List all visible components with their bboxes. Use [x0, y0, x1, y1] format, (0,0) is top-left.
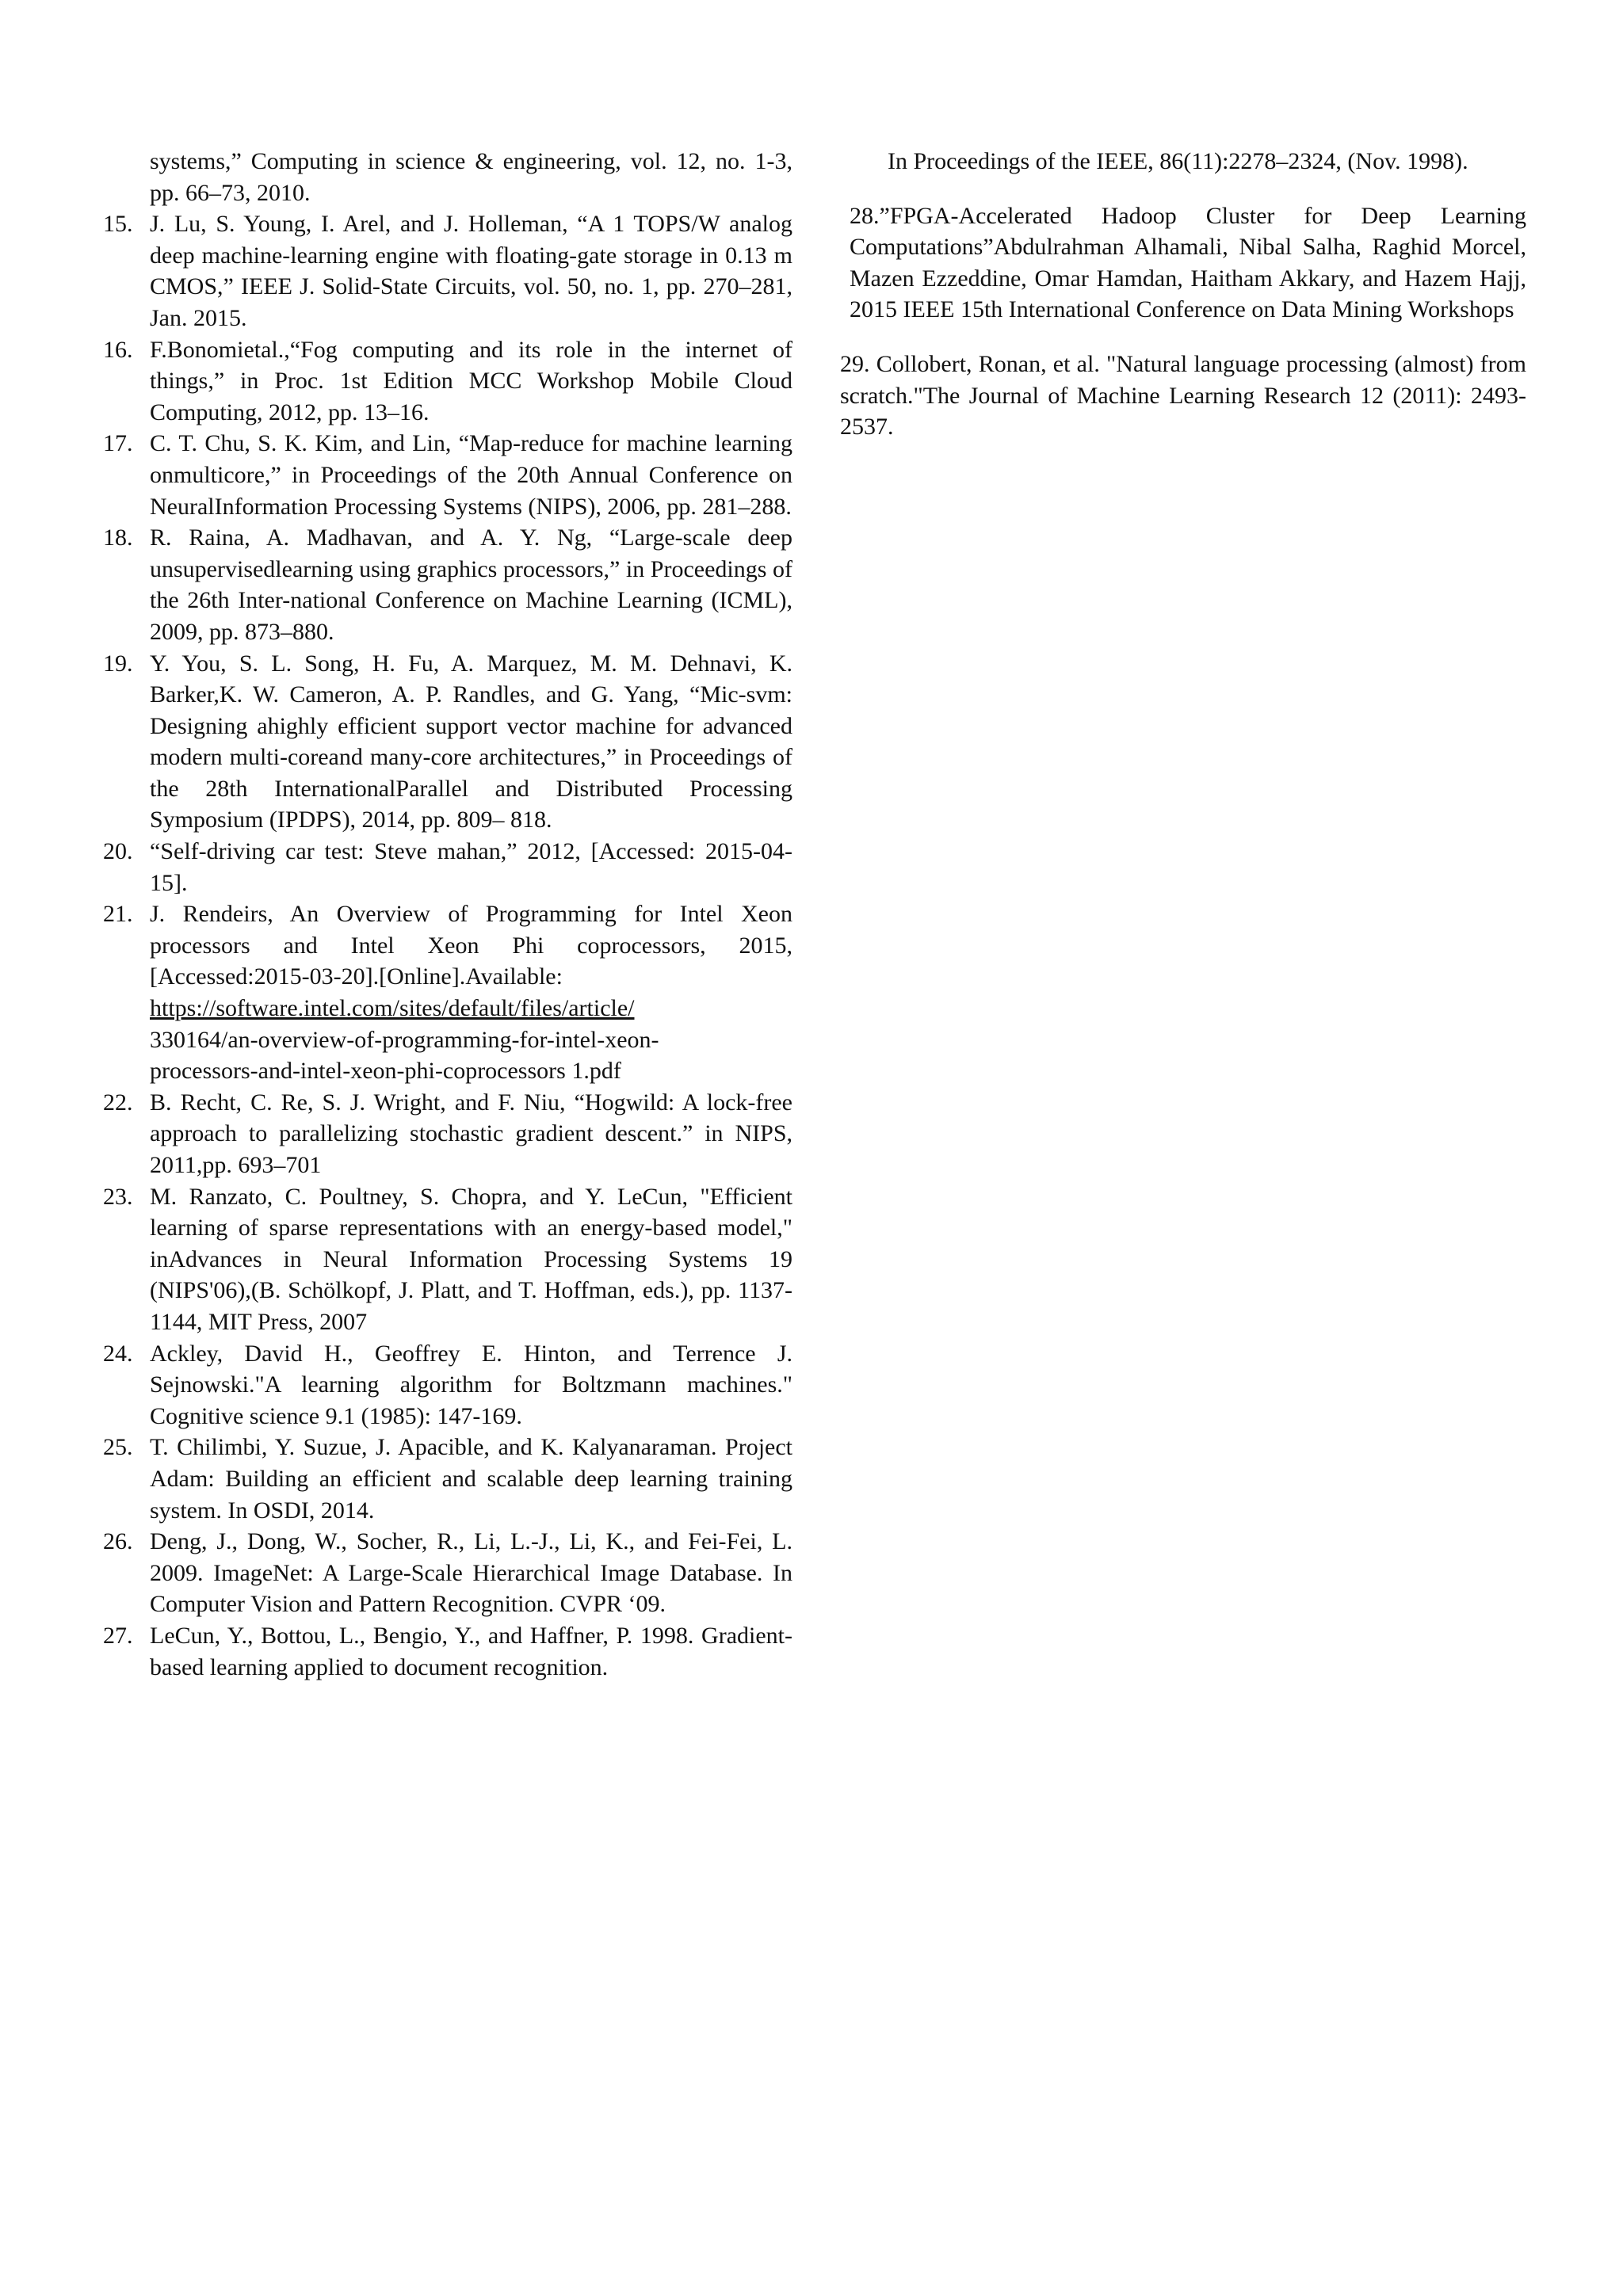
reference-14-continuation: systems,” Computing in science & engineering, vol. 12, no. 1-3, pp. 66–73, 2010.: [150, 148, 792, 206]
reference-text: T. Chilimbi, Y. Suzue, J. Apacible, and K. Kalyanaraman. Project Adam: Building an efficient and scalable deep learning training system. In OSDI, 2014.: [150, 1434, 792, 1524]
reference-text: J. Lu, S. Young, I. Arel, and J. Holleman, “A 1 TOPS/W analog deep machine-learning engine with floating-gate storage in 0.13 m CMOS,” IEEE J. Solid-State Circuits, vol. 50, no. 1, pp. 270–281, Jan. 2015.: [150, 211, 792, 331]
reference-text: “Self-driving car test: Steve mahan,” 2012, [Accessed: 2015-04-15].: [150, 838, 792, 896]
reference-number: 17.: [103, 430, 133, 457]
reference-url-link[interactable]: https://software.intel.com/sites/default/files/article/: [150, 995, 635, 1022]
reference-text: R. Raina, A. Madhavan, and A. Y. Ng, “Large-scale deep unsupervisedlearning using graphics processors,” in Proceedings of the 26th Inter-national Conference on Machine Learning (ICML), 2009, pp. 873–880.: [150, 524, 792, 645]
reference-21: [103, 898, 792, 1087]
reference-19: [103, 648, 792, 837]
reference-text: Ackley, David H., Geoffrey E. Hinton, and Terrence J. Sejnowski."A learning algorithm for Boltzmann machines." Cognitive science 9.1 (1985): 147-169.: [150, 1340, 792, 1429]
reference-number: 15.: [103, 211, 133, 238]
reference-text: M. Ranzato, C. Poultney, S. Chopra, and Y. LeCun, "Efficient learning of sparse representations with an energy-based model," inAdvances in Neural Information Processing Systems 19 (NIPS'06),(B. Schölkopf, J. Platt, and T. Hoffman, eds.), pp. 1137-1144, MIT Press, 2007: [150, 1183, 792, 1335]
reference-27: [103, 1620, 792, 1683]
reference-text: C. T. Chu, S. K. Kim, and Lin, “Map-reduce for machine learning onmulticore,” in Proceedings of the 20th Annual Conference on NeuralInformation Processing Systems (NIPS), 2006, pp. 281–288.: [150, 430, 792, 520]
reference-25: [103, 1432, 792, 1526]
reference-24: [103, 1338, 792, 1432]
reference-text: [150, 898, 792, 1087]
reference-16: [103, 334, 792, 429]
reference-20: [103, 836, 792, 898]
reference-29: 29. Collobert, Ronan, et al. "Natural language processing (almost) from scratch."The Journal of Machine Learning Research 12 (2011): 2493- 2537.: [840, 350, 1526, 441]
reference-text: F.Bonomietal.,“Fog computing and its role in the internet of things,” in Proc. 1st Edition MCC Workshop Mobile Cloud Computing, 2012, pp. 13–16.: [150, 336, 792, 425]
reference-number: 20.: [103, 838, 133, 865]
reference-number: 25.: [103, 1434, 133, 1461]
reference-number: 23.: [103, 1183, 133, 1210]
references-left-column: [103, 146, 792, 1683]
reference-number: 22.: [103, 1089, 133, 1116]
reference-28: 28.”FPGA-Accelerated Hadoop Cluster for Deep Learning Computations”Abdulrahman Alhamali, Nibal Salha, Raghid Morcel, Mazen Ezzeddine, Omar Hamdan, Haitham Akkary, and Hazem Hajj, 2015 IEEE 15th International Conference on Data Mining Workshops: [850, 202, 1526, 323]
reference-27-continuation: In Proceedings of the IEEE, 86(11):2278–2324, (Nov. 1998).: [888, 148, 1468, 174]
reference-text-line: 330164/an-overview-of-programming-for-intel-xeon-: [150, 1026, 659, 1053]
reference-22: [103, 1087, 792, 1181]
reference-text-line: J. Rendeirs, An Overview of Programming for Intel Xeon processors and Intel Xeon Phi coprocessors, 2015, [Accessed:2015-03-20].[Online].Available:: [150, 901, 792, 990]
reference-18: [103, 522, 792, 647]
reference-number: 19.: [103, 650, 133, 677]
reference-26: [103, 1526, 792, 1620]
reference-text: Y. You, S. L. Song, H. Fu, A. Marquez, M. M. Dehnavi, K. Barker,K. W. Cameron, A. P. Randles, and G. Yang, “Mic-svm: Designing ahighly efficient support vector machine for advanced modern multi-coreand many-core architectures,” in Proceedings of the 28th InternationalParallel and Distributed Processing Symposium (IPDPS), 2014, pp. 809– 818.: [150, 650, 792, 833]
references-right-column: [840, 146, 1526, 443]
reference-number: 27.: [103, 1622, 133, 1649]
reference-23: [103, 1181, 792, 1338]
reference-text: Deng, J., Dong, W., Socher, R., Li, L.-J., Li, K., and Fei-Fei, L. 2009. ImageNet: A Large-Scale Hierarchical Image Database. In Computer Vision and Pattern Recognition. CVPR ‘09.: [150, 1528, 792, 1618]
reference-number: 26.: [103, 1528, 133, 1555]
reference-15: [103, 208, 792, 334]
reference-text: B. Recht, C. Re, S. J. Wright, and F. Niu, “Hogwild: A lock-free approach to parallelizing stochastic gradient descent.” in NIPS, 2011,pp. 693–701: [150, 1089, 792, 1178]
reference-number: 18.: [103, 524, 133, 551]
reference-text: LeCun, Y., Bottou, L., Bengio, Y., and Haffner, P. 1998. Gradient-based learning applied to document recognition.: [150, 1622, 792, 1680]
reference-17: [103, 428, 792, 522]
reference-number: 24.: [103, 1340, 133, 1367]
reference-text-line: processors-and-intel-xeon-phi-coprocessors 1.pdf: [150, 1058, 621, 1085]
reference-number: 16.: [103, 336, 133, 363]
reference-number: 21.: [103, 901, 133, 928]
